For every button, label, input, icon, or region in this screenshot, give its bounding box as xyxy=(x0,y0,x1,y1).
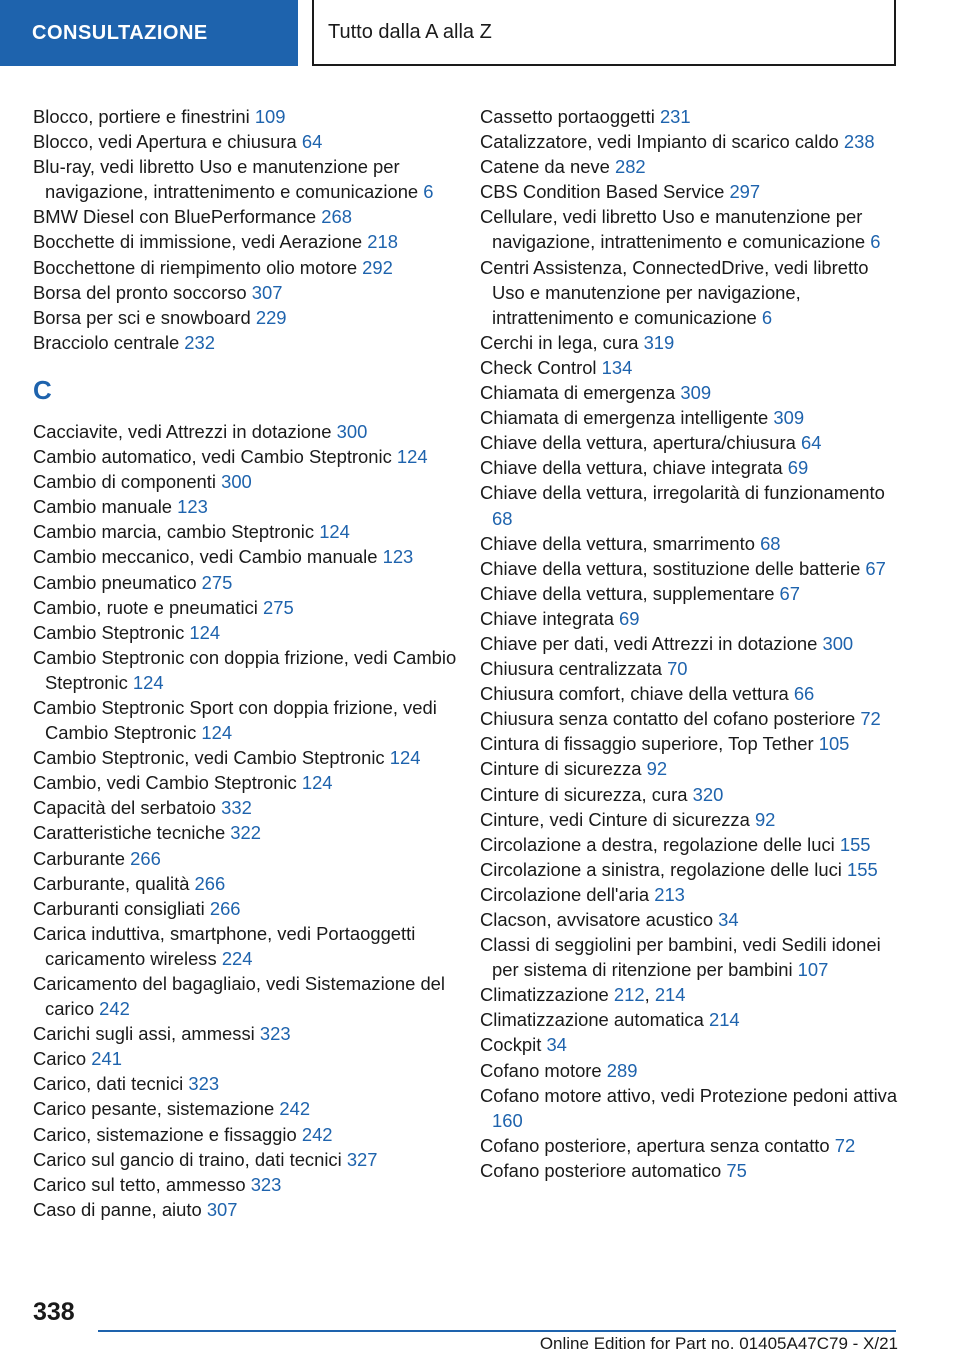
page-reference-link[interactable]: 307 xyxy=(251,281,283,303)
index-entry xyxy=(33,1147,463,1172)
index-entry-term: Carico sul tetto, ammesso xyxy=(33,1173,251,1195)
index-entry xyxy=(33,595,463,620)
index-entry-term: Carico xyxy=(33,1048,92,1070)
page-reference-link[interactable]: 238 xyxy=(843,131,875,153)
index-entry xyxy=(480,430,900,455)
index-entry-term: Chiave della vettura, apertura/chiusura xyxy=(480,432,801,454)
index-entry xyxy=(33,1071,463,1096)
section-tab: CONSULTAZIONE xyxy=(0,0,298,66)
page-reference-link[interactable]: 124 xyxy=(301,772,333,794)
index-entry-term: Carichi sugli assi, ammessi xyxy=(33,1023,260,1045)
index-entry xyxy=(33,544,463,569)
index-entry xyxy=(480,756,900,781)
index-entry-term: Caricamento del bagagliaio, vedi Sistemazione del carico xyxy=(33,973,445,1020)
index-entry-term: Capacità del serbatoio xyxy=(33,797,222,819)
page-reference-link[interactable]: 75 xyxy=(726,1159,747,1181)
index-entry xyxy=(480,355,900,380)
index-group-c-continued xyxy=(480,104,900,1183)
page-reference-link[interactable]: 69 xyxy=(787,457,809,479)
index-entry-term: Chiave della vettura, smarrimento xyxy=(480,532,761,554)
index-entry-term: Cacciavite, vedi Attrezzi in dotazione xyxy=(33,420,337,442)
index-group-b xyxy=(33,104,463,355)
index-entry xyxy=(480,907,900,932)
index-entry xyxy=(480,480,900,530)
page-reference-link[interactable]: 309 xyxy=(680,382,712,404)
index-entry xyxy=(33,820,463,845)
index-entry-term: Cinture di sicurezza xyxy=(480,758,647,780)
index-entry-term: Cambio di componenti xyxy=(33,471,222,493)
page-reference-link[interactable]: 69 xyxy=(619,607,640,629)
page-reference-separator: , xyxy=(644,984,655,1006)
index-entry-term: Borsa per sci e snowboard xyxy=(33,306,256,328)
index-entry-term: Chiave per dati, vedi Attrezzi in dotazione xyxy=(480,632,823,654)
index-entry xyxy=(480,782,900,807)
index-entry-term: Chiave della vettura, supplementare xyxy=(480,582,780,604)
index-entry xyxy=(33,846,463,871)
index-entry-term: Blocco, portiere e finestrini xyxy=(33,106,255,127)
index-entry-term: Cambio pneumatico xyxy=(33,571,202,593)
index-entry xyxy=(480,631,900,656)
index-entry xyxy=(480,1007,900,1032)
page-reference-link[interactable]: 6 xyxy=(870,231,881,253)
index-entry xyxy=(33,1172,463,1197)
page-reference-link[interactable]: 124 xyxy=(189,621,221,643)
page-reference-link[interactable]: 266 xyxy=(209,897,241,919)
index-entry-term: Cambio Steptronic xyxy=(33,621,190,643)
index-entry-term: Cinture di sicurezza, cura xyxy=(480,783,693,805)
index-entry xyxy=(33,229,463,254)
index-entry-term: Climatizzazione automatica xyxy=(480,1009,709,1031)
index-entry-term: Circolazione a sinistra, regolazione delle luci xyxy=(480,858,847,880)
page-reference-link[interactable]: 300 xyxy=(336,420,368,442)
index-entry xyxy=(480,606,900,631)
index-entry xyxy=(480,581,900,606)
index-letter-heading: C xyxy=(33,374,52,405)
page-reference-link[interactable]: 242 xyxy=(99,998,130,1020)
index-entry xyxy=(33,1122,463,1147)
page-reference-link[interactable]: 323 xyxy=(188,1073,220,1095)
index-entry-term: Cofano posteriore, apertura senza contatto xyxy=(480,1134,835,1156)
index-entry-term: Climatizzazione xyxy=(480,984,614,1006)
index-entry-term: Cassetto portaoggetti xyxy=(480,106,660,127)
index-entry-term: Chiusura senza contatto del cofano posteriore xyxy=(480,708,861,730)
page-reference-link[interactable]: 322 xyxy=(230,822,261,844)
index-entry-term: CBS Condition Based Service xyxy=(480,181,730,203)
index-entry xyxy=(480,556,900,581)
index-entry xyxy=(480,531,900,556)
chapter-title: Tutto dalla A alla Z xyxy=(312,0,896,66)
page-reference-link[interactable]: 67 xyxy=(865,557,886,579)
index-entry-term: Cambio meccanico, vedi Cambio manuale xyxy=(33,546,383,568)
index-entry-term: Chiusura centralizzata xyxy=(480,658,668,680)
page-reference-link[interactable]: 124 xyxy=(201,722,233,744)
index-entry xyxy=(33,570,463,595)
page-reference-link[interactable]: 320 xyxy=(692,783,724,805)
index-entry-term: Circolazione dell'aria xyxy=(480,883,655,905)
page-reference-link[interactable]: 67 xyxy=(779,582,800,604)
page-reference-link[interactable]: 155 xyxy=(839,833,871,855)
index-entry xyxy=(480,129,900,154)
index-entry-term: Carico, dati tecnici xyxy=(33,1073,189,1095)
page-reference-link[interactable]: 300 xyxy=(221,471,252,493)
index-entry xyxy=(33,129,463,154)
index-entry xyxy=(33,204,463,229)
index-entry-term: Cofano motore xyxy=(480,1059,607,1081)
page-reference-link[interactable]: 266 xyxy=(130,847,161,869)
index-entry-term: Circolazione a destra, regolazione delle luci xyxy=(480,833,840,855)
index-entry-term: Classi di seggiolini per bambini, vedi Sedili idonei per sistema di ritenzione per bambini xyxy=(480,934,881,981)
index-entry xyxy=(33,695,463,745)
page-reference-link[interactable]: 72 xyxy=(860,708,881,730)
index-entry-term: Chiave della vettura, irregolarità di funzionamento xyxy=(480,482,885,504)
page-reference-link[interactable]: 241 xyxy=(91,1048,122,1070)
index-entry-term: Centri Assistenza, ConnectedDrive, vedi libretto Uso e manutenzione per navigazione, intrattenimento e comunicazione xyxy=(480,256,869,328)
index-entry xyxy=(480,104,900,129)
page-reference-link[interactable]: 123 xyxy=(177,496,208,518)
page-reference-link[interactable]: 232 xyxy=(184,331,215,353)
page-reference-link[interactable]: 323 xyxy=(250,1173,282,1195)
page-reference-link[interactable]: 160 xyxy=(492,1109,523,1131)
edition-info: Online Edition for Part no. 01405A47C79 - X/21 xyxy=(539,1334,898,1353)
page-number: 338 xyxy=(33,1298,75,1326)
page-reference-link[interactable]: 124 xyxy=(389,747,421,769)
index-entry-term: BMW Diesel con BluePerformance xyxy=(33,206,322,228)
index-entry xyxy=(33,305,463,330)
index-entry xyxy=(33,971,463,1021)
index-entry xyxy=(480,405,900,430)
index-entry-term: Clacson, avvisatore acustico xyxy=(480,909,719,930)
page-reference-link[interactable]: 64 xyxy=(801,432,822,454)
index-entry xyxy=(480,1083,900,1133)
index-entry-term: Cambio manuale xyxy=(33,496,178,518)
page-reference-link[interactable]: 266 xyxy=(194,872,226,894)
index-entry-term: Blu-ray, vedi libretto Uso e manutenzione per navigazione, intrattenimento e comunicazione xyxy=(33,156,424,203)
page-reference-link[interactable]: 275 xyxy=(201,571,233,593)
index-entry-term: Cambio, vedi Cambio Steptronic xyxy=(33,772,302,794)
page-reference-link[interactable]: 319 xyxy=(643,331,675,353)
index-entry xyxy=(480,179,900,204)
page-reference-link[interactable]: 134 xyxy=(601,356,633,378)
index-entry xyxy=(480,656,900,681)
index-entry xyxy=(33,795,463,820)
page-reference-link[interactable]: 242 xyxy=(279,1098,311,1120)
page-reference-link[interactable]: 109 xyxy=(254,106,286,127)
page-reference-link[interactable]: 105 xyxy=(818,733,850,755)
page-reference-link[interactable]: 6 xyxy=(761,306,773,328)
index-entry xyxy=(480,204,900,254)
page-reference-link[interactable]: 124 xyxy=(132,671,164,693)
index-entry-term: Cambio automatico, vedi Cambio Steptronic xyxy=(33,446,397,468)
index-entry-term: Chiamata di emergenza intelligente xyxy=(480,407,774,429)
index-entry-term: Check Control xyxy=(480,356,602,378)
page-reference-link[interactable]: 327 xyxy=(346,1148,378,1170)
index-entry-term: Chiamata di emergenza xyxy=(480,382,681,404)
page-header xyxy=(0,0,960,66)
page-reference-link[interactable]: 92 xyxy=(754,808,776,830)
page-reference-link[interactable]: 214 xyxy=(654,984,686,1006)
page-reference-link[interactable]: 68 xyxy=(760,532,781,554)
index-entry-term: Borsa del pronto soccorso xyxy=(33,281,252,303)
index-entry-term: Bocchette di immissione, vedi Aerazione xyxy=(33,231,368,253)
index-entry xyxy=(33,104,463,129)
index-entry-term: Chiusura comfort, chiave della vettura xyxy=(480,683,794,705)
index-entry xyxy=(480,1133,900,1158)
index-entry-term: Carburante xyxy=(33,847,131,869)
page-reference-link[interactable]: 307 xyxy=(206,1198,238,1220)
index-entry xyxy=(33,154,463,204)
index-entry xyxy=(33,1046,463,1071)
page-reference-link[interactable]: 300 xyxy=(822,632,854,654)
index-entry-term: Cockpit xyxy=(480,1034,547,1056)
index-column-left xyxy=(33,104,463,1222)
index-entry xyxy=(480,706,900,731)
page-reference-link[interactable]: 6 xyxy=(423,181,434,203)
page-reference-link[interactable]: 282 xyxy=(614,156,646,178)
page-reference-link[interactable]: 268 xyxy=(321,206,352,228)
index-entry-term: Cofano motore attivo, vedi Protezione pedoni attiva xyxy=(480,1084,898,1106)
page-reference-link[interactable]: 275 xyxy=(263,596,294,618)
page-reference-link[interactable]: 229 xyxy=(255,306,287,328)
index-entry xyxy=(33,896,463,921)
page-reference-link[interactable]: 323 xyxy=(259,1023,291,1045)
index-group-c xyxy=(33,419,463,1222)
page-reference-link[interactable]: 66 xyxy=(793,683,815,705)
page-reference-link[interactable]: 92 xyxy=(646,758,668,780)
index-entry-term: Cambio Steptronic con doppia frizione, vedi Cambio Steptronic xyxy=(33,646,457,693)
index-entry xyxy=(33,444,463,469)
page-reference-link[interactable]: 231 xyxy=(659,106,691,127)
index-entry xyxy=(480,154,900,179)
index-entry xyxy=(480,1032,900,1057)
page-reference-link[interactable]: 309 xyxy=(773,407,805,429)
index-entry-term: Cambio Steptronic, vedi Cambio Steptronic xyxy=(33,747,390,769)
index-entry-term: Catene da neve xyxy=(480,156,615,178)
index-entry xyxy=(480,455,900,480)
index-entry-term: Cambio marcia, cambio Steptronic xyxy=(33,521,320,543)
index-entry-term: Carica induttiva, smartphone, vedi Portaoggetti caricamento wireless xyxy=(33,922,416,969)
index-entry-term: Caratteristiche tecniche xyxy=(33,822,231,844)
index-entry xyxy=(33,419,463,444)
index-entry xyxy=(480,1158,900,1183)
page-reference-link[interactable]: 107 xyxy=(797,959,829,981)
index-entry xyxy=(480,731,900,756)
index-entry-term: Caso di panne, aiuto xyxy=(33,1198,207,1220)
index-entry xyxy=(33,255,463,280)
page-reference-link[interactable]: 292 xyxy=(362,256,393,278)
index-entry xyxy=(33,745,463,770)
index-entry-term: Carico, sistemazione e fissaggio xyxy=(33,1123,302,1145)
index-entry-term: Chiave della vettura, sostituzione delle batterie xyxy=(480,557,866,579)
page-reference-link[interactable]: 64 xyxy=(301,131,323,153)
page-reference-link[interactable]: 70 xyxy=(667,658,688,680)
index-entry-term: Cambio, ruote e pneumatici xyxy=(33,596,263,618)
index-entry xyxy=(33,1197,463,1222)
index-entry-term: Carico pesante, sistemazione xyxy=(33,1098,280,1120)
index-entry-term: Chiave integrata xyxy=(480,607,620,629)
index-entry xyxy=(480,832,900,857)
index-entry-term: Cinture, vedi Cinture di sicurezza xyxy=(480,808,755,830)
index-entry-term: Carico sul gancio di traino, dati tecnici xyxy=(33,1148,347,1170)
index-entry xyxy=(33,620,463,645)
page-reference-link[interactable]: 155 xyxy=(846,858,878,880)
index-entry-term: Catalizzatore, vedi Impianto di scarico caldo xyxy=(480,131,844,153)
page-reference-link[interactable]: 242 xyxy=(301,1123,333,1145)
index-entry xyxy=(33,645,463,695)
index-entry xyxy=(480,982,900,1007)
index-entry-term: Cofano posteriore automatico xyxy=(480,1159,727,1181)
index-entry-term: Cambio Steptronic Sport con doppia frizione, vedi Cambio Steptronic xyxy=(33,696,437,744)
index-entry-term: Bocchettone di riempimento olio motore xyxy=(33,256,363,278)
index-entry xyxy=(480,681,900,706)
index-entry-term: Blocco, vedi Apertura e chiusura xyxy=(33,131,302,153)
index-entry xyxy=(480,1058,900,1083)
page-reference-link[interactable]: 124 xyxy=(319,521,350,543)
index-entry xyxy=(33,280,463,305)
index-entry xyxy=(480,380,900,405)
page-reference-link[interactable]: 224 xyxy=(221,947,253,969)
index-entry-term: Cellulare, vedi libretto Uso e manutenzione per navigazione, intrattenimento e comunicazione xyxy=(480,206,871,253)
index-entry xyxy=(33,871,463,896)
page-reference-link[interactable]: 123 xyxy=(382,546,414,568)
index-entry-term: Cerchi in lega, cura xyxy=(480,331,644,353)
page-reference-link[interactable]: 213 xyxy=(654,883,685,905)
index-entry-term: Bracciolo centrale xyxy=(33,331,185,353)
index-entry xyxy=(33,494,463,519)
index-entry xyxy=(33,469,463,494)
page-reference-link[interactable]: 289 xyxy=(606,1059,638,1081)
index-entry-term: Chiave della vettura, chiave integrata xyxy=(480,457,788,479)
page-reference-link[interactable]: 34 xyxy=(546,1034,567,1056)
index-entry xyxy=(33,1021,463,1046)
page-reference-link[interactable]: 72 xyxy=(834,1134,856,1156)
index-entry xyxy=(33,921,463,971)
index-entry xyxy=(480,807,900,832)
page-reference-link[interactable]: 212 xyxy=(613,984,645,1006)
page-reference-link[interactable]: 297 xyxy=(729,181,761,203)
index-entry-term: Carburanti consigliati xyxy=(33,897,210,919)
index-entry-term: Cintura di fissaggio superiore, Top Tether xyxy=(480,733,819,755)
page-reference-link[interactable]: 124 xyxy=(396,446,428,468)
index-entry xyxy=(33,770,463,795)
page-reference-link[interactable]: 332 xyxy=(221,797,252,819)
index-entry xyxy=(480,857,900,882)
page-reference-link[interactable]: 214 xyxy=(708,1009,740,1031)
index-entry xyxy=(33,330,463,355)
page-reference-link[interactable]: 68 xyxy=(492,507,513,529)
index-entry-term: Carburante, qualità xyxy=(33,872,195,894)
index-entry xyxy=(33,1096,463,1121)
page-reference-link[interactable]: 218 xyxy=(367,231,398,253)
index-entry xyxy=(480,330,900,355)
page-reference-link[interactable]: 34 xyxy=(718,909,739,930)
index-column-right xyxy=(480,104,900,1183)
footer-divider xyxy=(98,1330,896,1332)
index-entry xyxy=(480,255,900,330)
index-entry xyxy=(480,882,900,907)
index-entry xyxy=(33,519,463,544)
index-entry xyxy=(480,932,900,982)
